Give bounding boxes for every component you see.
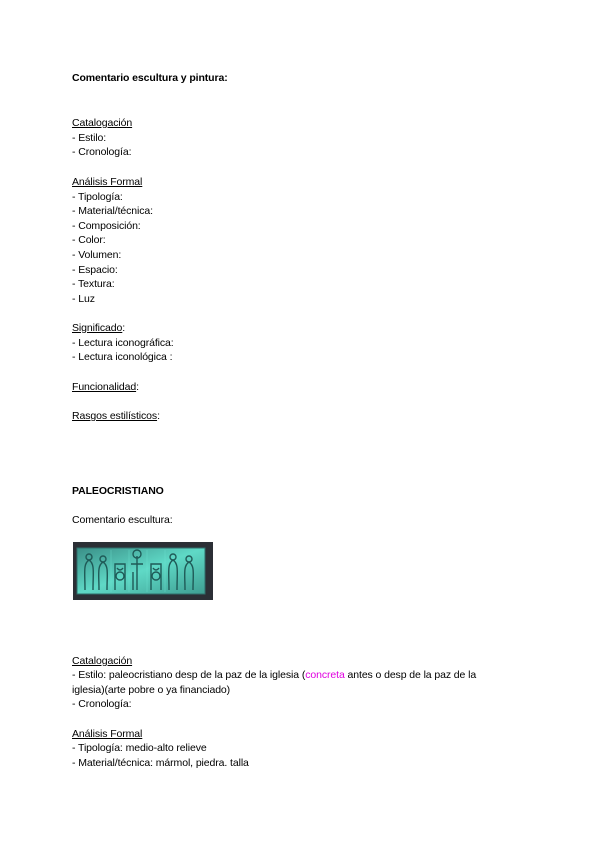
list-item: - Espacio: [72, 264, 118, 276]
analisis-formal-heading: Análisis Formal [72, 176, 143, 188]
estilo-text: - Estilo: paleocristiano desp de la paz de la iglesia ( [72, 669, 306, 681]
colon: : [157, 410, 160, 422]
list-item: - Tipología: medio-alto relieve [72, 742, 207, 754]
list-item: - Color: [72, 234, 106, 246]
rasgos-heading [72, 410, 160, 423]
list-item: - Tipología: [72, 191, 123, 203]
list-item: - Material/técnica: mármol, piedra. talla [72, 757, 249, 769]
estilo-line [72, 669, 476, 682]
funcionalidad-label: Funcionalidad [72, 381, 137, 393]
list-item: - Lectura iconológica : [72, 351, 173, 363]
section-title: PALEOCRISTIANO [72, 485, 164, 497]
sarcophagus-relief-image [73, 542, 213, 600]
estilo-line-2: iglesia)(arte pobre o ya financiado) [72, 684, 231, 696]
section-subtitle: Comentario escultura: [72, 514, 173, 526]
catalogacion-heading-2: Catalogación [72, 655, 133, 667]
list-item: - Composición: [72, 220, 141, 232]
significado-label: Significado [72, 322, 123, 334]
list-item: - Estilo: [72, 132, 107, 144]
highlight-text: concreta [305, 669, 345, 681]
list-item: - Volumen: [72, 249, 122, 261]
list-item: - Material/técnica: [72, 205, 153, 217]
list-item: - Textura: [72, 278, 115, 290]
analisis-formal-heading-2: Análisis Formal [72, 728, 143, 740]
list-item: - Lectura iconográfica: [72, 337, 174, 349]
funcionalidad-heading [72, 381, 139, 394]
page-title: Comentario escultura y pintura: [72, 72, 228, 84]
list-item: - Cronología: [72, 698, 132, 710]
significado-heading [72, 322, 125, 335]
list-item: - Cronología: [72, 146, 132, 158]
estilo-text-rest: antes o desp de la paz de la [344, 669, 477, 681]
list-item: - Luz [72, 293, 95, 305]
catalogacion-heading: Catalogación [72, 117, 133, 129]
rasgos-label: Rasgos estilísticos [72, 410, 158, 422]
colon: : [122, 322, 126, 334]
colon: : [136, 381, 139, 393]
